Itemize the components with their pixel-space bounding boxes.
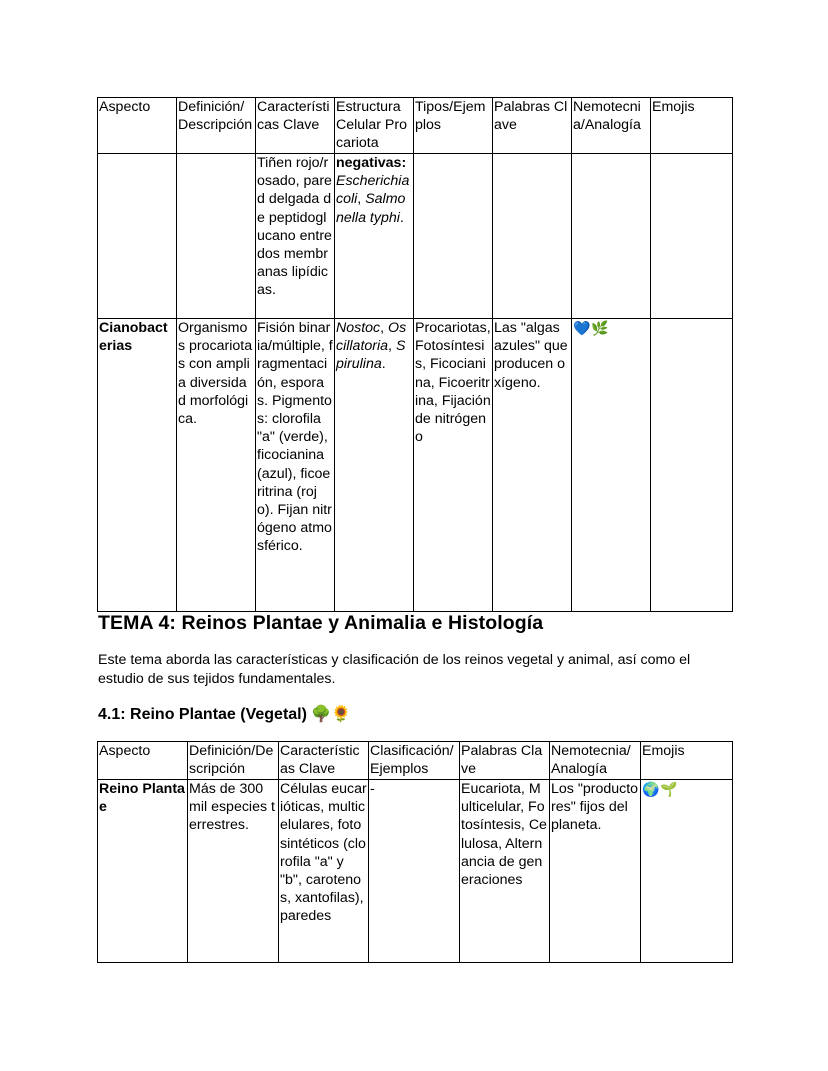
subsection-heading: 4.1: Reino Plantae (Vegetal) 🌳🌻 [98,706,352,723]
header-tipos: Tipos/Ejemplos [414,98,493,154]
header-definicion: Definición/ Descripción [177,98,256,154]
separator: , [388,338,396,355]
cell-palabras: Eucariota, Multicelular, Fotosíntesis, Celulosa, Alternancia de generaciones [460,780,550,963]
header-emojis: Emojis [641,742,733,780]
cell-caracteristicas: Tiñen rojo/rosado, pared delgada de peptidoglucano entre dos membranas lipídicas. [256,154,335,319]
separator: , [380,320,389,336]
header-palabras: Palabras Clave [460,742,550,780]
header-clasificacion: Clasificación/Ejemplos [369,742,460,780]
section-intro-paragraph: Este tema aborda las características y clasificación de los reinos vegetal y animal, así como el estudio de sus tejidos fundamentales. [98,652,691,687]
gram-negative-label: negativas: [336,155,407,171]
genus-name: Spirulina [336,338,406,373]
separator: , [357,191,366,208]
classification-table-plantae [97,741,733,963]
header-caracteristicas: Características Clave [279,742,369,780]
cell-nemotecnia: Los "productores" fijos del planeta. [550,780,641,963]
terminator: . [381,356,386,373]
cell-definicion: Más de 300 mil especies terrestres. [188,780,279,963]
table-row [98,154,733,319]
species-name: Escherichia coli [336,173,410,208]
cell-definicion [177,154,256,319]
header-aspecto: Aspecto [98,742,188,780]
cell-caracteristicas: Células eucarióticas, multicelulares, fotosintéticos (clorofila "a" y "b", carotenos, xantofilas), paredes [279,780,369,963]
header-aspecto: Aspecto [98,98,177,154]
header-definicion: Definición/Descripción [188,742,279,780]
section-heading: TEMA 4: Reinos Plantae y Animalia e Histología [98,612,544,634]
genus-name: Oscillatoria [336,320,407,355]
header-nemotecnia: Nemotecnia/Analogía [550,742,641,780]
table-header-row [98,98,733,154]
table-header-row [98,742,733,780]
cell-definicion: Organismos procariotas con amplia diversidad morfológica. [177,319,256,612]
genus-name: Nostoc [336,320,381,336]
cell-palabras: Las "algas azules" que producen oxígeno. [493,319,572,612]
header-nemotecnia: Nemotecnia/Analogía [572,98,651,154]
header-caracteristicas: Características Clave [256,98,335,154]
cell-emojis [651,154,733,319]
cell-aspecto [98,154,177,319]
cell-estructura [335,154,414,319]
header-estructura: Estructura Celular Procariota [335,98,414,154]
cell-clasificacion: - [369,780,460,963]
cell-estructura [335,319,414,612]
header-palabras: Palabras Clave [493,98,572,154]
table-row [98,319,733,612]
table-row [98,780,733,963]
classification-table-bacteria [97,97,733,612]
header-emojis: Emojis [651,98,733,154]
cell-nemotecnia: 💙🌿 [572,319,651,612]
cell-tipos: Procariotas, Fotosíntesis, Ficocianina, Ficoeritrina, Fijación de nitrógeno [414,319,493,612]
cell-aspecto: Reino Plantae [98,780,188,963]
terminator: . [399,209,404,226]
cell-emojis: 🌍🌱 [641,780,733,963]
cell-caracteristicas: Fisión binaria/múltiple, fragmentación, esporas. Pigmentos: clorofila "a" (verde), ficocianina (azul), ficoeritrina (rojo). Fijan nitrógeno atmosférico. [256,319,335,612]
cell-emojis [651,319,733,612]
cell-nemotecnia [572,154,651,319]
cell-palabras [493,154,572,319]
cell-aspecto: Cianobacterias [98,319,177,612]
species-name: Salmonella typhi [336,191,406,226]
cell-tipos [414,154,493,319]
